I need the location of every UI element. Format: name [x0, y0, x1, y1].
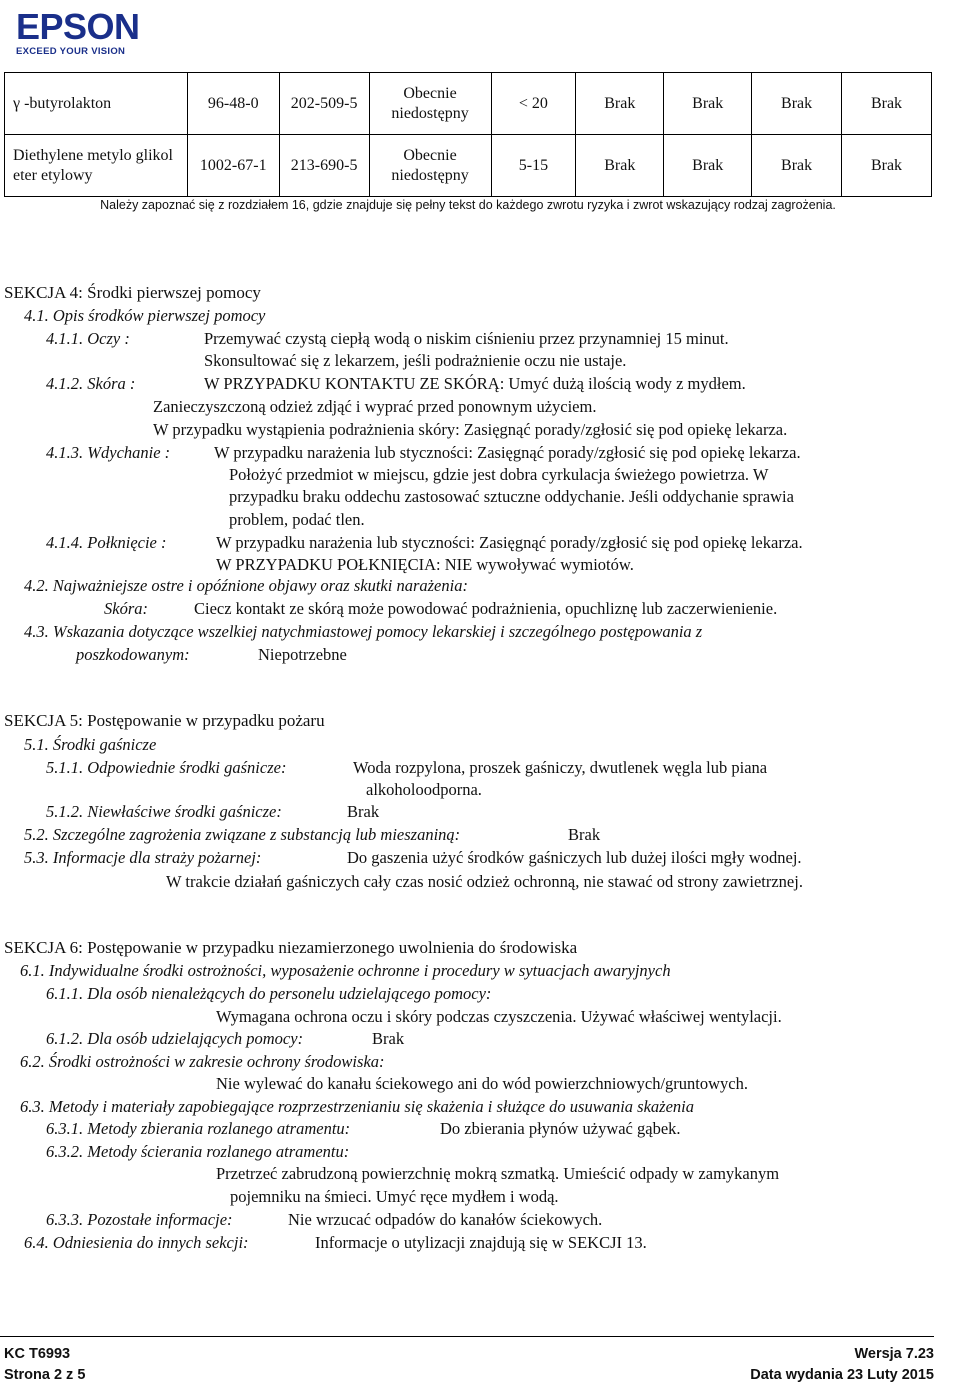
- text-6-3-2-a: Przetrzeć zabrudzoną powierzchnię mokrą szmatką. Umieścić odpady w zamykanym: [216, 1164, 780, 1183]
- table-cell: Diethylene metylo glikol eter etylowy: [5, 135, 188, 197]
- logo-wordmark: EPSON: [16, 6, 140, 47]
- text-ingestion-2: W PRZYPADKU POŁKNIĘCIA: NIE wywoływać wymiotów.: [216, 555, 634, 574]
- composition-table: [4, 72, 932, 197]
- heading-4-1: 4.1. Opis środków pierwszej pomocy: [24, 306, 266, 325]
- heading-4-2: 4.2. Najważniejsze ostre i opóźnione objawy oraz skutki narażenia:: [24, 576, 468, 595]
- label-4-2-skin: Skóra:: [104, 599, 148, 618]
- table-cell: Brak: [842, 135, 932, 197]
- section-5-title: SEKCJA 5: Postępowanie w przypadku pożaru: [4, 711, 325, 730]
- text-skin-3: W przypadku wystąpienia podrażnienia skóry: Zasięgnąć porady/zgłosić się pod opiekę lekarza.: [153, 420, 788, 439]
- table-cell: Obecnie niedostępny: [369, 73, 491, 135]
- label-inhalation: 4.1.3. Wdychanie :: [46, 443, 171, 462]
- heading-6-4: 6.4. Odniesienia do innych sekcji:: [24, 1233, 249, 1252]
- table-cell: < 20: [491, 73, 576, 135]
- version: Wersja 7.23: [854, 1346, 934, 1362]
- heading-6-3-1: 6.3.1. Metody zbierania rozlanego atramentu:: [46, 1119, 351, 1138]
- table-cell: Brak: [664, 135, 752, 197]
- footer-divider: [0, 1336, 934, 1337]
- issue-date: Data wydania 23 Luty 2015: [750, 1367, 934, 1383]
- text-inhalation-1: W przypadku narażenia lub styczności: Zasięgnąć porady/zgłosić się pod opiekę lekarza.: [214, 443, 801, 462]
- value-6-3-3: Nie wrzucać odpadów do kanałów ściekowych.: [288, 1210, 603, 1229]
- text-inhalation-2: Położyć przedmiot w miejscu, gdzie jest dobra cyrkulacja świeżego powietrza. W: [229, 465, 769, 484]
- value-6-1-1: Wymagana ochrona oczu i skóry podczas czyszczenia. Używać właściwej wentylacji.: [216, 1007, 782, 1026]
- table-cell: Brak: [842, 73, 932, 135]
- table-cell: Brak: [752, 135, 842, 197]
- heading-6-1-1: 6.1.1. Dla osób nienależących do personelu udzielającego pomocy:: [46, 984, 492, 1003]
- value-5-2: Brak: [568, 825, 601, 844]
- text-5-1-1-a: Woda rozpylona, proszek gaśniczy, dwutlenek węgla lub piana: [353, 758, 768, 777]
- value-4-3: Niepotrzebne: [258, 645, 347, 664]
- value-6-1-2: Brak: [372, 1029, 405, 1048]
- table-cell: Brak: [576, 135, 664, 197]
- table-row: [5, 135, 932, 197]
- text-5-1-1-b: alkoholoodporna.: [366, 780, 482, 799]
- text-eyes-1: Przemywać czystą ciepłą wodą o niskim ciśnieniu przez przynamniej 15 minut.: [204, 329, 729, 348]
- table-cell: 202-509-5: [279, 73, 369, 135]
- value-6-2: Nie wylewać do kanału ściekowego ani do wód powierzchniowych/gruntowych.: [216, 1074, 748, 1093]
- table-cell: 5-15: [491, 135, 576, 197]
- heading-6-3-2: 6.3.2. Metody ścierania rozlanego atramentu:: [46, 1142, 350, 1161]
- heading-5-1-2: 5.1.2. Niewłaściwe środki gaśnicze:: [46, 802, 282, 821]
- text-inhalation-4: problem, podać tlen.: [229, 510, 365, 529]
- text-6-3-2-b: pojemniku na śmieci. Umyć ręce mydłem i wodą.: [230, 1187, 559, 1206]
- heading-5-1-1: 5.1.1. Odpowiednie środki gaśnicze:: [46, 758, 287, 777]
- text-inhalation-3: przypadku braku oddechu zastosować sztuczne oddychanie. Jeśli oddychanie sprawia: [229, 487, 794, 506]
- page-number: Strona 2 z 5: [4, 1367, 86, 1383]
- heading-4-3: 4.3. Wskazania dotyczące wszelkiej natychmiastowej pomocy lekarskiej i szczególnego postępowania z: [24, 622, 703, 641]
- product-code: KC T6993: [4, 1346, 71, 1362]
- text-skin-2: Zanieczyszczoną odzież zdjąć i wyprać przed ponownym użyciem.: [153, 397, 597, 416]
- label-skin: 4.1.2. Skóra :: [46, 374, 136, 393]
- heading-4-3-cont: poszkodowanym:: [76, 645, 190, 664]
- text-5-3-a: Do gaszenia użyć środków gaśniczych lub dużej ilości mgły wodnej.: [347, 848, 802, 867]
- section-6-title: SEKCJA 6: Postępowanie w przypadku niezamierzonego uwolnienia do środowiska: [4, 938, 578, 957]
- table-cell: Brak: [576, 73, 664, 135]
- table-cell: Brak: [752, 73, 842, 135]
- table-cell: 1002-67-1: [187, 135, 279, 197]
- text-skin-1: W PRZYPADKU KONTAKTU ZE SKÓRĄ: Umyć dużą ilością wody z mydłem.: [204, 374, 746, 393]
- value-6-4: Informacje o utylizacji znajdują się w SEKCJI 13.: [315, 1233, 647, 1252]
- table-cell: γ -butyrolakton: [5, 73, 188, 135]
- epson-logo: [16, 6, 140, 57]
- heading-5-3: 5.3. Informacje dla straży pożarnej:: [24, 848, 262, 867]
- table-cell: Brak: [664, 73, 752, 135]
- label-eyes: 4.1.1. Oczy :: [46, 329, 130, 348]
- heading-6-1: 6.1. Indywidualne środki ostrożności, wyposażenie ochronne i procedury w sytuacjach awaryjnych: [20, 961, 671, 980]
- heading-5-2: 5.2. Szczególne zagrożenia związane z substancją lub mieszaniną:: [24, 825, 461, 844]
- heading-5-1: 5.1. Środki gaśnicze: [24, 735, 157, 754]
- table-row: [5, 73, 932, 135]
- logo-tagline: EXCEED YOUR VISION: [16, 46, 126, 57]
- value-6-3-1: Do zbierania płynów używać gąbek.: [440, 1119, 681, 1138]
- heading-6-3: 6.3. Metody i materiały zapobiegające rozprzestrzenianiu się skażenia i służące do usuwania skażenia: [20, 1097, 694, 1116]
- text-eyes-2: Skonsultować się z lekarzem, jeśli podrażnienie oczu nie ustaje.: [204, 351, 627, 370]
- section-4-title: SEKCJA 4: Środki pierwszej pomocy: [4, 283, 261, 302]
- heading-6-1-2: 6.1.2. Dla osób udzielających pomocy:: [46, 1029, 304, 1048]
- table-cell: 213-690-5: [279, 135, 369, 197]
- text-5-3-b: W trakcie działań gaśniczych cały czas nosić odzież ochronną, nie stawać od strony zawietrznej.: [166, 872, 803, 891]
- text-ingestion-1: W przypadku narażenia lub styczności: Zasięgnąć porady/zgłosić się pod opiekę lekarza.: [216, 533, 803, 552]
- label-ingestion: 4.1.4. Połknięcie :: [46, 533, 167, 552]
- heading-6-2: 6.2. Środki ostrożności w zakresie ochrony środowiska:: [20, 1052, 385, 1071]
- table-cell: Obecnie niedostępny: [369, 135, 491, 197]
- table-cell: 96-48-0: [187, 73, 279, 135]
- heading-6-3-3: 6.3.3. Pozostałe informacje:: [46, 1210, 233, 1229]
- text-4-2: Ciecz kontakt ze skórą może powodować podrażnienia, opuchliznę lub zaczerwienienie.: [194, 599, 778, 618]
- value-5-1-2: Brak: [347, 802, 380, 821]
- hazard-note: Należy zapoznać się z rozdziałem 16, gdzie znajduje się pełny tekst do każdego zwrotu ryzyka i zwrot wskazujący rodzaj zagrożenia.: [100, 198, 836, 212]
